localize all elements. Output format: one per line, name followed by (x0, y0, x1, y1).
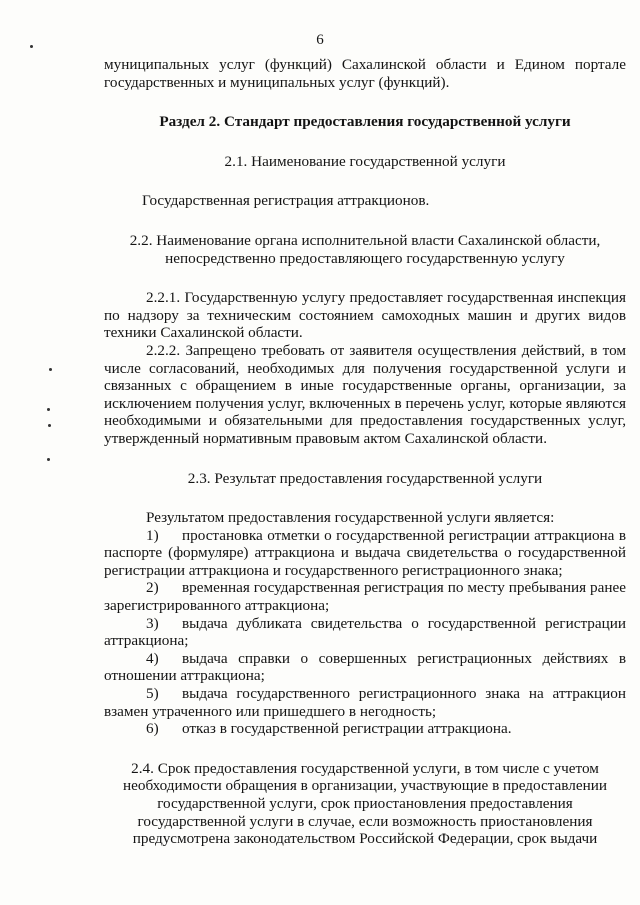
section-title: Раздел 2. Стандарт предоставления государственной услуги (159, 113, 571, 131)
subsection-2-3-title: 2.3. Результат предоставления государственной услуги (187, 469, 543, 487)
results-list (104, 527, 626, 738)
page-number: 6 (316, 32, 324, 48)
scan-speck (47, 408, 50, 411)
subsection-2-1-text: Государственная регистрация аттракционов. (142, 192, 430, 210)
scan-speck (48, 424, 51, 427)
list-item: 1) простановка отметки о государственной регистрации аттракциона в паспорте (формуляре) аттракциона и выдача свидетельства о государственной регистрации аттракциона и государственного регистрационного знака; (104, 526, 626, 579)
scan-speck (49, 368, 52, 371)
paragraph-2-2-2: 2.2.2. Запрещено требовать от заявителя осуществления действий, в том числе согласований, необходимых для получения государственной услуги и связанных с обращением в иные государственные органы, организации, за исключением получения услуг, включенных в перечень услуг, которые являются необходимыми и обязательными для предоставления государственных услуг, утвержденный нормативным правовым актом Сахалинской области. (104, 341, 626, 447)
list-item: 6) отказ в государственной регистрации аттракциона. (146, 720, 512, 738)
subsection-2-1-title: 2.1. Наименование государственной услуги (224, 152, 506, 170)
subsection-2-2-title: 2.2. Наименование органа исполнительной власти Сахалинской области, непосредственно предоставляющего государственную услугу (129, 231, 601, 267)
results-intro: Результатом предоставления государственной услуги является: (146, 509, 555, 527)
subsection-2-4-title: 2.4. Срок предоставления государственной услуги, в том числе с учетом необходимости обращения в организации, участвующие в предоставлении государственной услуги, срок приостановления предоставления государственной услуги в случае, если возможность приостановления предусмотрена законодательством Российской Федерации, срок выдачи (123, 759, 607, 848)
intro-continuation: муниципальных услуг (функций) Сахалинской области и Едином портале государственных и муниципальных услуг (функций). (104, 56, 626, 91)
paragraph-2-2-1: 2.2.1. Государственную услугу предоставляет государственная инспекция по надзору за техническим состоянием самоходных машин и других видов техники Сахалинской области. (104, 289, 626, 342)
scan-speck (30, 45, 33, 48)
list-item: 3) выдача дубликата свидетельства о государственной регистрации аттракциона; (104, 614, 626, 650)
list-item: 2) временная государственная регистрация по месту пребывания ранее зарегистрированного аттракциона; (104, 579, 626, 615)
document-body (104, 56, 626, 848)
scan-speck (47, 458, 50, 461)
list-item: 5) выдача государственного регистрационного знака на аттракцион взамен утраченного или пришедшего в негодность; (104, 685, 626, 720)
list-item: 4) выдача справки о совершенных регистрационных действиях в отношении аттракциона; (104, 649, 626, 685)
